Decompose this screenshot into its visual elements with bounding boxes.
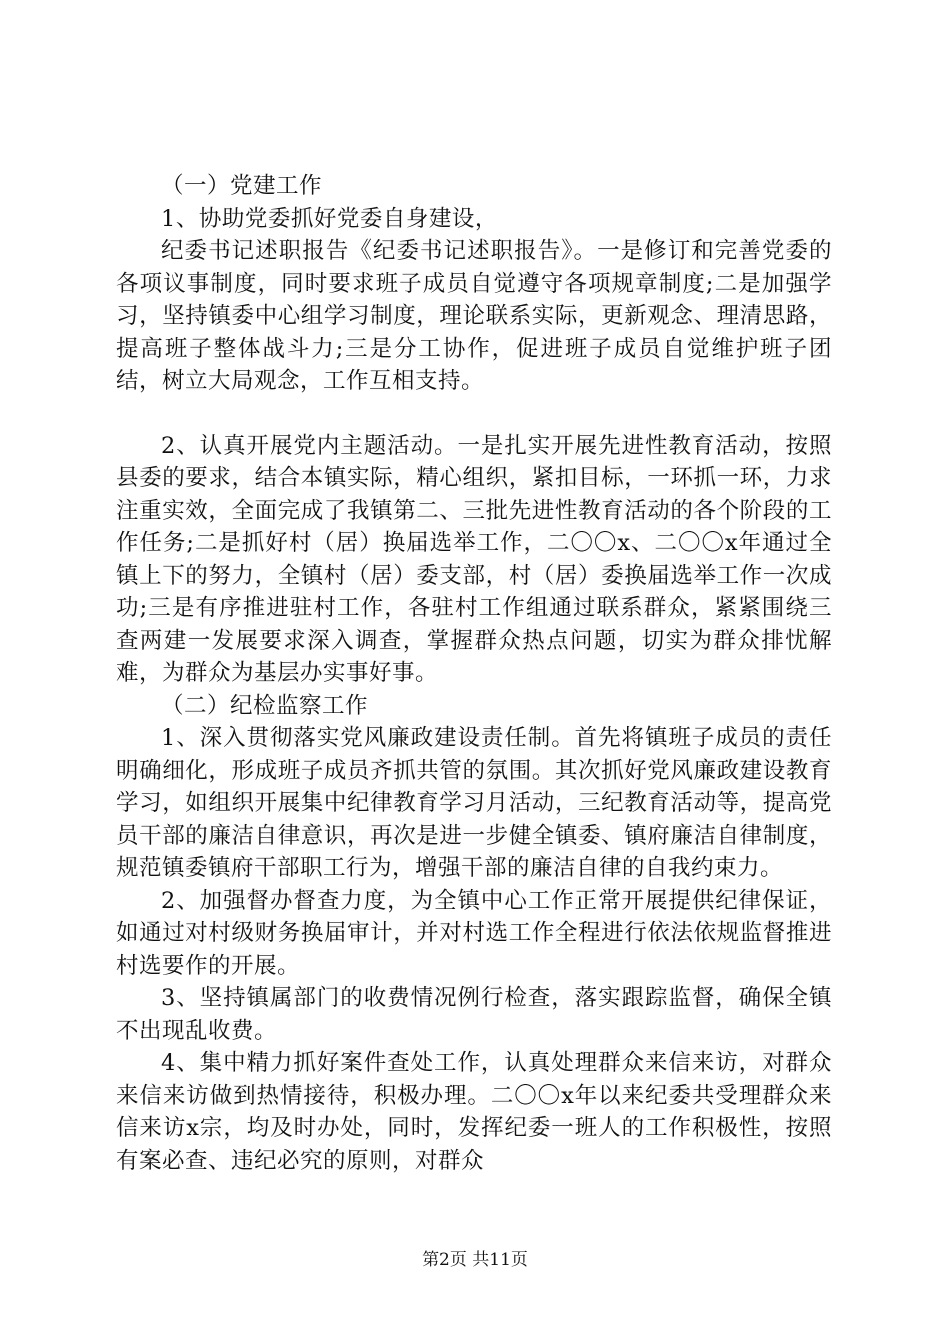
section-heading-party-building: （一）党建工作 xyxy=(161,173,323,199)
paragraph-fee-inspection: 3、坚持镇属部门的收费情况例行检查，落实跟踪监督，确保全镇不出现乱收费。 xyxy=(116,985,832,1044)
page-number-footer: 第2页 共11页 xyxy=(422,1250,528,1270)
paragraph-theme-activities: 2、认真开展党内主题活动。一是扎实开展先进性教育活动，按照县委的要求，结合本镇实际，精心组织，紧扣目标，一环抓一环，力求注重实效，全面完成了我镇第二、三批先进性教育活动的各个阶段的工作任务;二是抓好村（居）换届选举工作，二〇〇x、二〇〇x年通过全镇上下的努力，全镇村（居）委支部，村（居）委换届选举工作一次成功;三是有序推进驻村工作，各驻村工作组通过联系群众，紧紧围绕三查两建一发展要求深入调查，掌握群众热点问题，切实为群众排忧解难，为群众为基层办实事好事。 xyxy=(116,432,832,686)
paragraph-item-1-title: 1、协助党委抓好党委自身建设， xyxy=(161,205,498,232)
paragraph-clean-governance: 1、深入贯彻落实党风廉政建设责任制。首先将镇班子成员的责任明确细化，形成班子成员齐抓共管的氛围。其次抓好党风廉政建设教育学习，如组织开展集中纪律教育学习月活动，三纪教育活动等，提高党员干部的廉洁自律意识，再次是进一步健全镇委、镇府廉洁自律制度，规范镇委镇府干部职工行为，增强干部的廉洁自律的自我约束力。 xyxy=(116,725,832,881)
paragraph-party-committee-building: 纪委书记述职报告《纪委书记述职报告》。一是修订和完善党委的各项议事制度，同时要求班子成员自觉遵守各项规章制度;二是加强学习，坚持镇委中心组学习制度，理论联系实际，更新观念、理清思路，提高班子整体战斗力;三是分工协作，促进班子成员自觉维护班子团结，树立大局观念，工作互相支持。 xyxy=(116,238,832,394)
document-body xyxy=(116,170,832,1177)
section-heading-discipline-inspection: （二）纪检监察工作 xyxy=(161,692,369,719)
paragraph-case-handling: 4、集中精力抓好案件查处工作，认真处理群众来信来访，对群众来信来访做到热情接待，积极办理。二〇〇x年以来纪委共受理群众来信来访x宗，均及时办处，同时，发挥纪委一班人的工作积极性，按照有案必查、违纪必究的原则，对群众 xyxy=(116,1050,832,1174)
paragraph-supervision: 2、加强督办督查力度，为全镇中心工作正常开展提供纪律保证，如通过对村级财务换届审计，并对村选工作全程进行依法依规监督推进村选要作的开展。 xyxy=(116,887,832,979)
